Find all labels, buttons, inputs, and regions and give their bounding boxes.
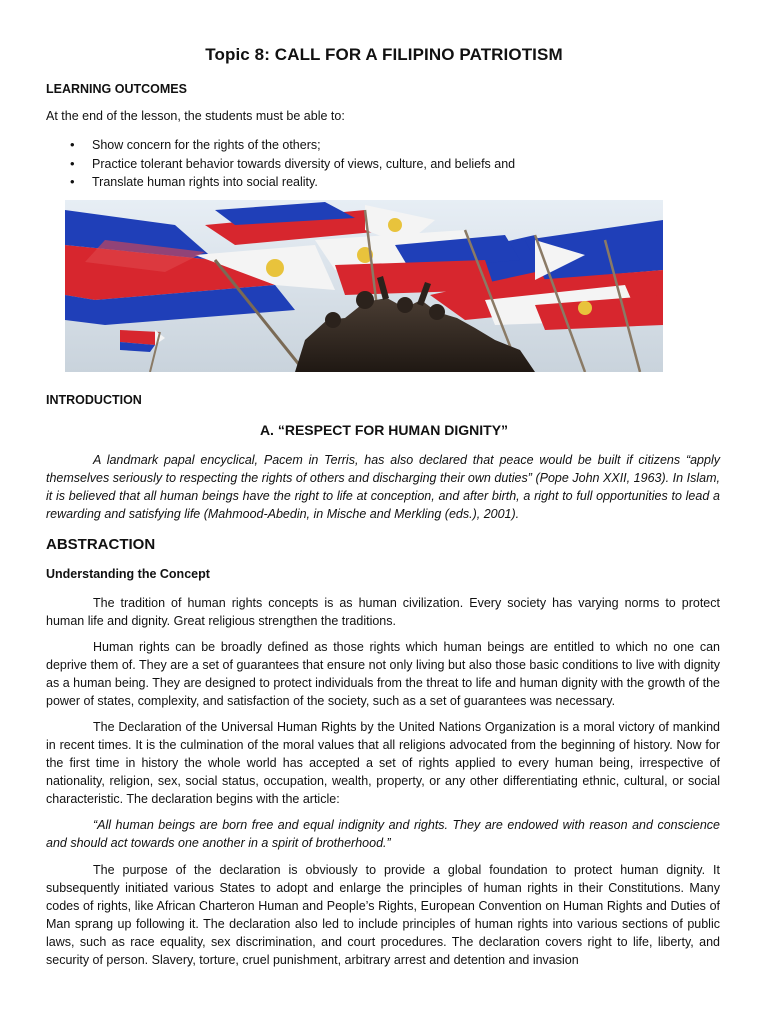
introduction-paragraph: A landmark papal encyclical, Pacem in Terris, has also declared that peace would be built if citizens “apply themselves seriously to respecting the rights of others and discharging their own duties” (Pope John XXII, 1963). In Islam, it is believed that all human beings have the right to life at conception, and after birth, a right to full opportunities to lead a rewarding and satisfying life (Mahmood-Abedin, in Mische and Merkling (eds.), 2001). — [46, 453, 720, 521]
learning-outcomes-intro: At the end of the lesson, the students must be able to: — [46, 109, 345, 123]
philippine-flags-photo — [65, 200, 663, 372]
abstraction-paragraph: The purpose of the declaration is obviously to provide a global foundation to protect human dignity. It subsequently initiated various States to adopt and enlarge the principles of human rights in their Constitutions. Many codes of rights, like African Charteron Human and People’s Rights, European Convention on Human Rights and Duties of Man sprang up following it. The declaration also led to include principles of human rights into various sections of public laws, such as race equality, sex discrimination, and court procedures. The declaration covers right to life, liberty, and security of person. Slavery, torture, cruel punishment, arbitrary arrest and detention and invasion — [46, 863, 720, 967]
flags-illustration — [65, 200, 663, 372]
section-title: A. “RESPECT FOR HUMAN DIGNITY” — [259, 422, 509, 438]
learning-outcomes-list — [46, 136, 696, 192]
understanding-concept-subheading: Understanding the Concept — [46, 567, 210, 581]
abstraction-paragraph: The tradition of human rights concepts is as human civilization. Every society has varying norms to protect human life and dignity. Great religious strengthen the traditions. — [46, 596, 720, 628]
learning-outcomes-heading: LEARNING OUTCOMES — [46, 82, 187, 96]
list-item: • Show concern for the rights of the others; — [46, 136, 696, 155]
introduction-heading: INTRODUCTION — [46, 393, 142, 407]
page-title: Topic 8: CALL FOR A FILIPINO PATRIOTISM — [205, 45, 563, 64]
abstraction-paragraph: The Declaration of the Universal Human Rights by the United Nations Organization is a moral victory of mankind in recent times. It is the culmination of the moral values that all religions advocated from the beginning of history. Now for the first time in history the whole world has accepted a set of rights applied to every human being, irrespective of nationality, religion, sex, social status, occupation, wealth, property, or any other differentiating ethnic, cultural, or social characteristic. The declaration begins with the article: — [46, 720, 720, 806]
abstraction-paragraph: Human rights can be broadly defined as those rights which human beings are entitled to which no one can deprive them of. They are a set of guarantees that ensure not only living but also those basic conditions to live with dignity as a human being. They are designed to protect individuals from the threat to life and human dignity with the growth of the power of states, complexity, and satisfaction of the society, such as a set of guarantees was necessary. — [46, 640, 720, 708]
abstraction-heading: ABSTRACTION — [46, 536, 156, 553]
list-item: • Practice tolerant behavior towards diversity of views, culture, and beliefs and — [46, 155, 696, 174]
list-item: • Translate human rights into social reality. — [46, 173, 696, 192]
declaration-quote: “All human beings are born free and equal indignity and rights. They are endowed with reason and conscience and should act towards one another in a spirit of brotherhood.” — [46, 818, 720, 850]
